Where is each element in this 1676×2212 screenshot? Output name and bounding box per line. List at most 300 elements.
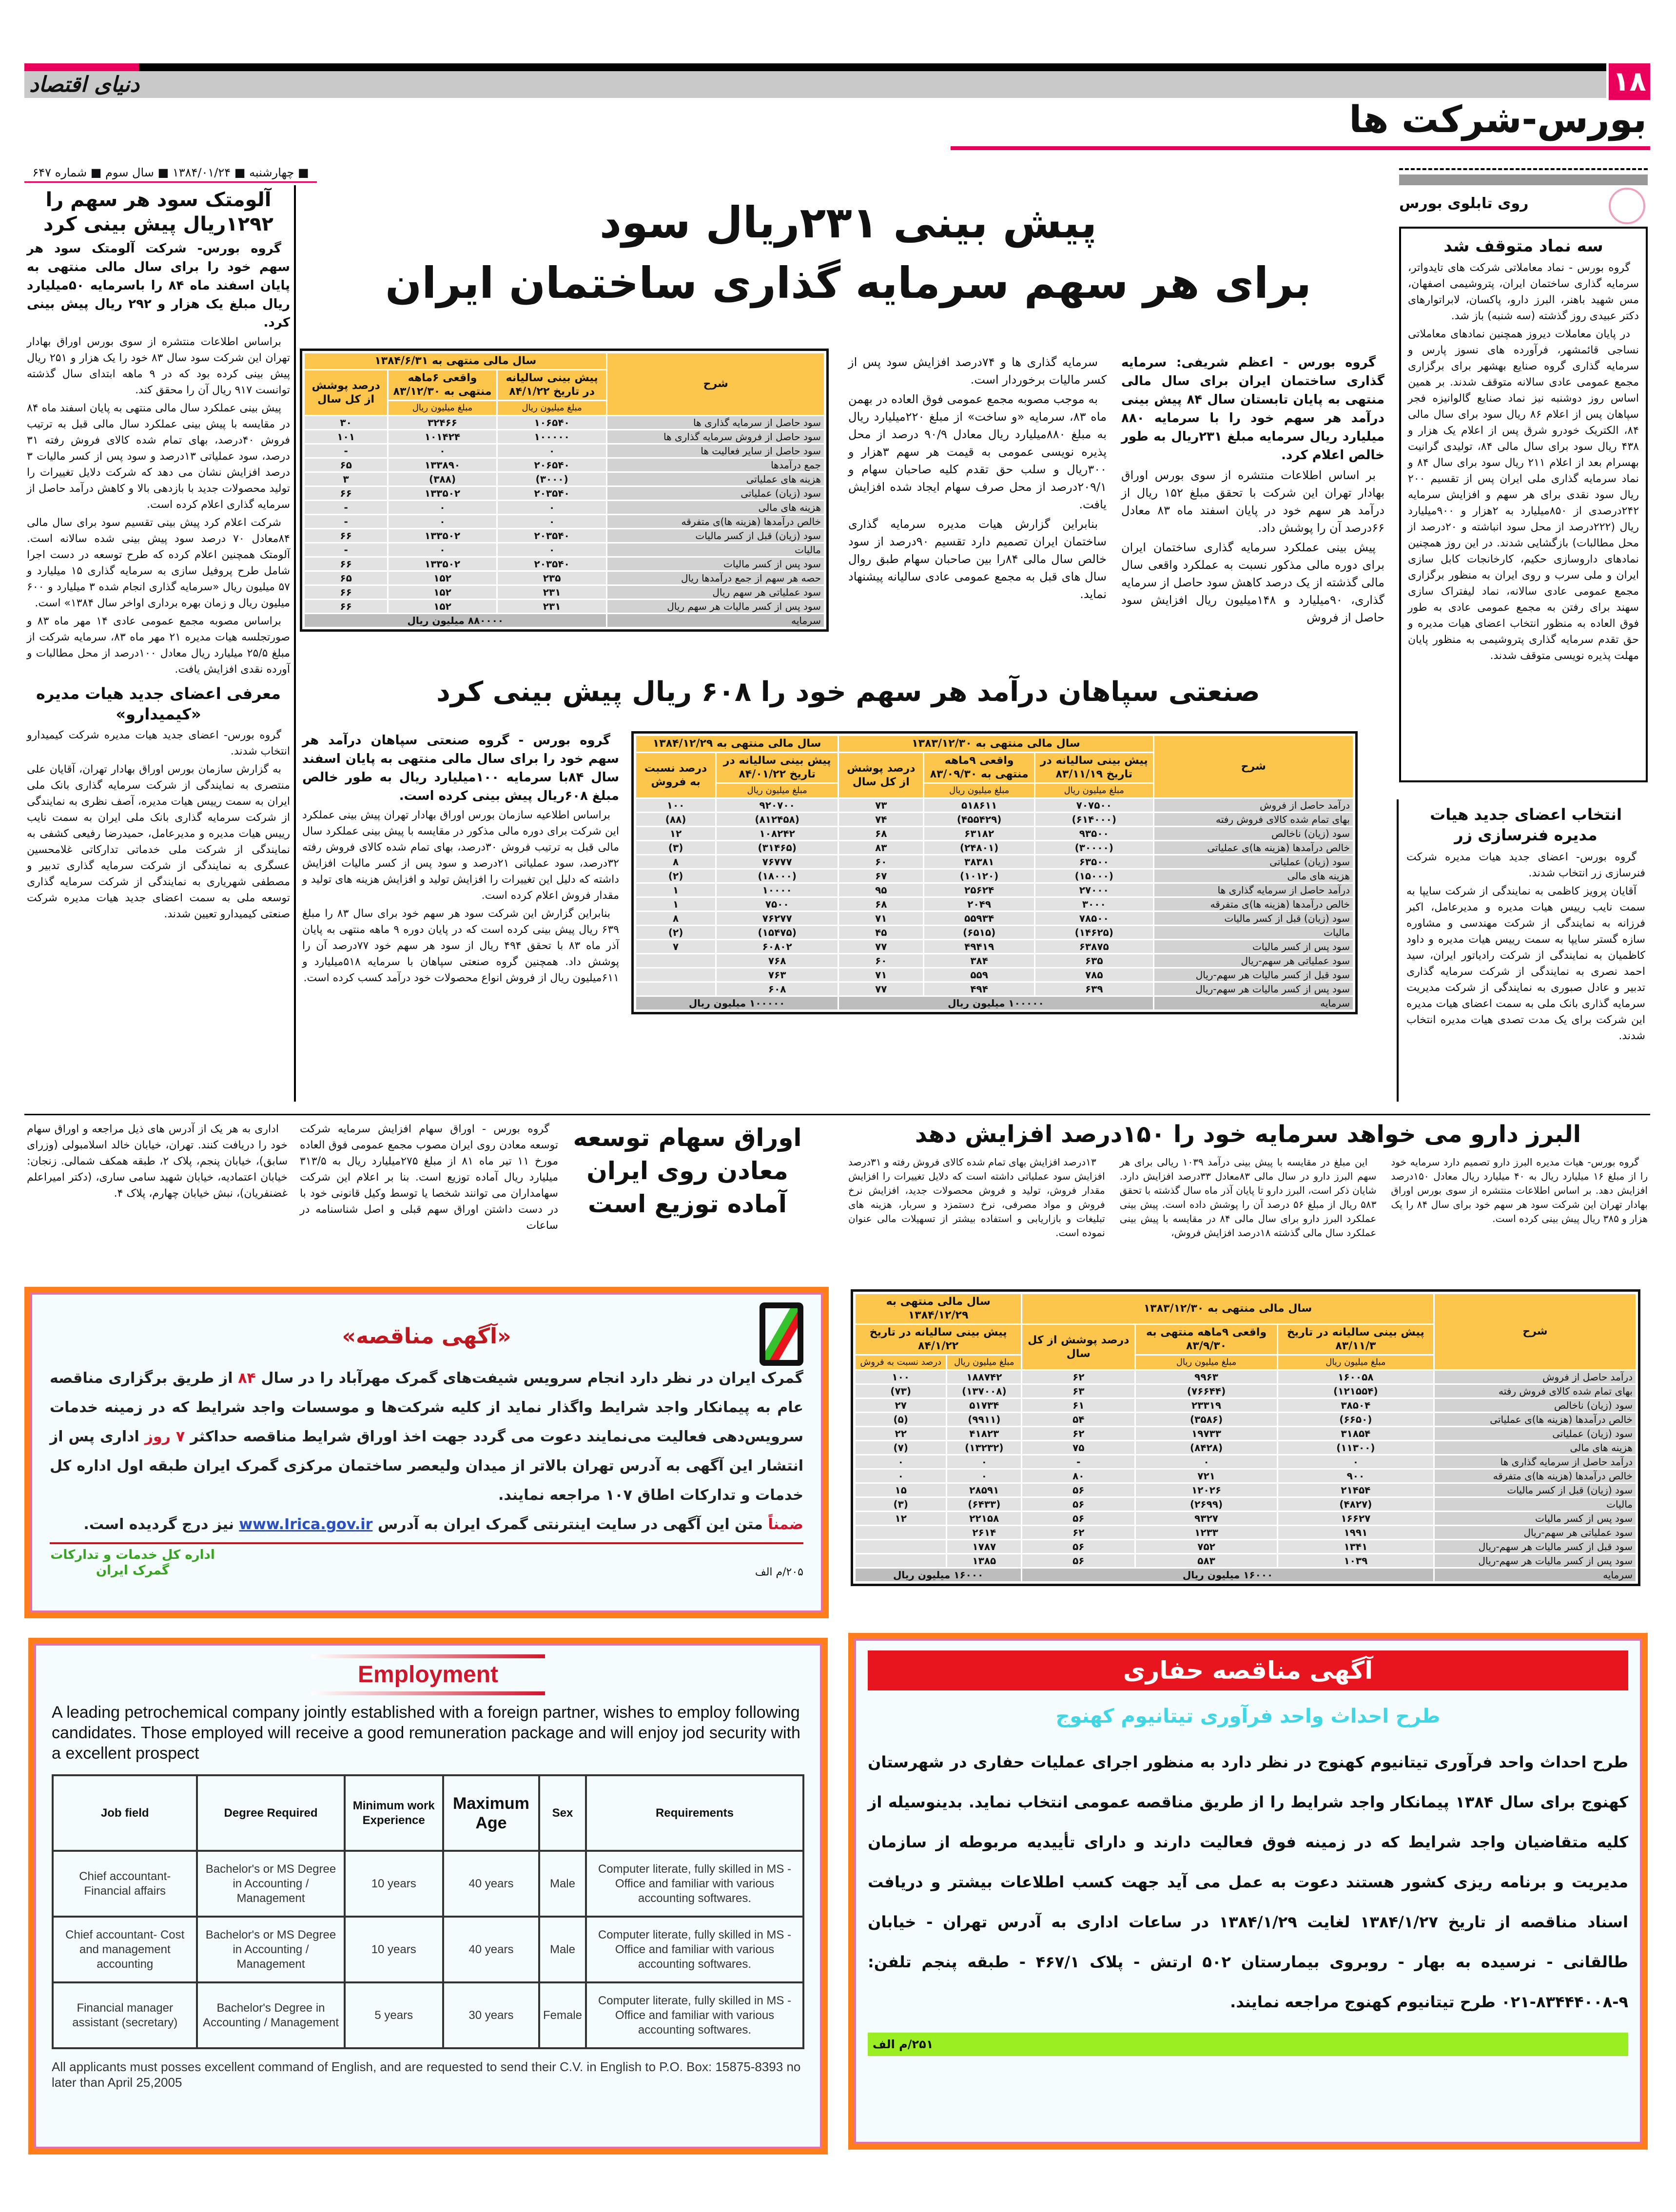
col-coverage: درصد پوشش از کل سال: [839, 753, 923, 797]
col-unit: مبلغ میلیون ریال: [947, 1356, 1021, 1369]
article-paragraph: پیش بینی عملکرد سرمایه گذاری ساختمان ایران برای دوره مالی مذکور نسبت به عملکرد واقعی سال مالی گذشته از یک درصد کاهش سود حاصل از سرمایه گذاری، ۹۰میلیارد و ۱۴۸میلیون ریال افزایش سود حاصل از فروش: [1121, 541, 1384, 624]
page-number: ۱۸: [1609, 63, 1650, 100]
cell-value: ۹۰۰: [1278, 1470, 1433, 1482]
table-row: [636, 926, 1353, 939]
cell-value: ۱۰۰: [636, 799, 715, 812]
kimidaru-headline: معرفی اعضای جدید هیات مدیره «کیمیدارو»: [36, 684, 281, 723]
cell-value: ۱۲: [856, 1512, 946, 1525]
row-label: Chief accountant- Financial affairs: [53, 1851, 197, 1917]
col-desc: شرح: [1435, 1294, 1636, 1369]
cell-value: ۵۴: [1022, 1413, 1134, 1426]
cell-value: ۲۰۴۹: [924, 898, 1033, 911]
cell-value: ۷۶۷۷۷: [717, 855, 838, 868]
cell-value: ۱۰۰۰۰: [717, 884, 838, 896]
cell-value: ۲۳۳۱۹: [1136, 1399, 1277, 1412]
col-pct-sales: درصد نسبت به فروش: [636, 753, 715, 797]
cell-value: ۱: [636, 898, 715, 911]
capital-label: سرمایه: [1435, 1569, 1636, 1581]
cell-value: (۲): [636, 870, 715, 882]
ad-days: ۷ روز: [144, 1428, 185, 1445]
cell-value: -: [305, 543, 387, 556]
header-band: [24, 71, 1606, 98]
article-paragraph: بنابراین گزارش هیات مدیره سرمایه گذاری ساختمان ایران تصمیم دارد تقسیم ۹۰درصد از سود خالص سال مالی ۸۴را بین صاحبان سهام طبق روال سال های قبل به مجمع عمومی عادی سالیانه پیشنهاد نماید.: [848, 517, 1107, 601]
row-label: هزینه های عملیاتی: [607, 473, 824, 485]
cell-value: (۱۲۱۵۵۴): [1278, 1385, 1433, 1397]
cell-value: ۰: [1278, 1455, 1433, 1468]
alumtech-paragraph: براساس مصوبه مجمع عمومی عادی ۱۴ مهر ماه ۸۳ و صورتجلسه هیات مدیره ۲۱ مهر ماه ۸۳، سرمایه شرکت از مبلغ ۲۵/۵ میلیارد ریال معادل ۱۰۰درصد از محل مطالبات و آورده نقدی افزایش یافت.: [27, 615, 290, 676]
row-label: خالص درآمدها (هزینه ها)ی عملیاتی: [1154, 841, 1353, 854]
cell-value: ۷۷: [839, 940, 923, 953]
cell-value: ۰: [389, 515, 496, 528]
table-row: [856, 1470, 1636, 1482]
cell-value: ۰: [389, 501, 496, 514]
cell-value: ۰: [947, 1470, 1021, 1482]
table-row: [856, 1554, 1636, 1567]
cell-value: ۶۰: [839, 855, 923, 868]
customs-logo: [760, 1302, 803, 1366]
col-unit: مبلغ میلیون ریال: [1278, 1356, 1433, 1369]
main-article-col2: [848, 353, 1107, 605]
cell-value: (۱۳۲۳۲): [947, 1441, 1021, 1454]
employment-ad: [28, 1638, 828, 2154]
col-unit: مبلغ میلیون ریال: [717, 784, 838, 797]
cell-value: ۷۸۵۰۰: [1035, 912, 1153, 925]
table-row: [856, 1441, 1636, 1454]
customs-tender-ad: [24, 1287, 829, 1618]
cell-value: ۲۳۵: [498, 572, 606, 584]
column-divider: [294, 185, 296, 1102]
cell-value: (۶۶۵۰): [1278, 1413, 1433, 1426]
cell-value: (۷): [856, 1441, 946, 1454]
row-label: سود عملیاتی هر سهم-ریال: [1435, 1526, 1636, 1539]
cell-value: ۷۶۸: [717, 954, 838, 967]
cell-value: ۱۰۰: [856, 1371, 946, 1383]
roi-paragraph: گروه بورس - اوراق سهام افزایش سرمایه شرکت توسعه معادن روی ایران مصوب مجمع عمومی فوق العاده مورخ ۱۱ تیر ماه ۸۱ از مبلغ ۲۷۵میلیارد ریال به ۳۱۳/۵ میلیارد ریال آماده توزیع است. بنا بر اعلام این شرکت سهامداران می توانند شخصا یا توسط وکیل قانونی خود با در دست داشتن اوراق سهم قبلی و اصل شناسنامه در ساعات: [300, 1123, 558, 1232]
cell-value: Computer literate, fully skilled in MS - Office and familiar with various accounting softwares.: [586, 1851, 803, 1917]
cell-value: ۱۳۳۵۰۲: [389, 558, 496, 570]
cell-value: ۵۶: [1022, 1484, 1134, 1496]
alborz-financial-table: [851, 1289, 1640, 1586]
table-row: [636, 954, 1353, 967]
cell-value: ۶۵: [305, 459, 387, 471]
section-underline: [951, 146, 1650, 150]
column-divider: [1397, 799, 1399, 1102]
col-desc: شرح: [607, 353, 824, 415]
table-row: [305, 501, 824, 514]
cell-value: ۵۵۹۳۴: [924, 912, 1033, 925]
capital-value: ۱۶۰۰۰ میلیون ریال: [856, 1569, 1021, 1581]
ad-note-label: ضمناً: [768, 1516, 803, 1533]
ad-body: [50, 1364, 803, 1510]
sakhteman-financial-table: [300, 349, 829, 632]
cell-value: ۳۰: [305, 416, 387, 429]
customs-website-link[interactable]: www.Irica.gov.ir: [239, 1516, 373, 1533]
cell-value: ۷۲۱: [1136, 1470, 1277, 1482]
cell-value: ۲۰۳۵۴۰: [498, 487, 606, 500]
cell-value: ۲۶۱۴: [947, 1526, 1021, 1539]
cell-value: ۰: [1136, 1455, 1277, 1468]
cell-value: ۶۲: [1022, 1427, 1134, 1440]
cell-value: (۱۰۱۲۰): [924, 870, 1033, 882]
row-label: سود قبل از کسر مالیات هر سهم-ریال: [1154, 969, 1353, 981]
ad-note: [50, 1510, 803, 1539]
row-label: خالص درآمدها (هزینه ها)ی متفرقه: [607, 515, 824, 528]
row-label: سود (زیان) ناخالص: [1435, 1399, 1636, 1412]
row-label: خالص درآمدها (هزینه ها)ی عملیاتی: [1435, 1413, 1636, 1426]
cell-value: ۱۹۷۳۳: [1136, 1427, 1277, 1440]
article-paragraph: بر اساس اطلاعات منتشره از سوی بورس اوراق بهادار تهران این شرکت با تحقق مبلغ ۱۵۲ ریال از درآمد هر سهم خود در پایان اسفند ماه ۸۳ معادل ۶۶درصد آن را پوشش داد.: [1121, 468, 1385, 535]
table-row: [305, 529, 824, 542]
cell-value: -: [1022, 1455, 1134, 1468]
cell-value: ۲۰۳۵۴۰: [498, 529, 606, 542]
table-row: [305, 445, 824, 457]
row-label: سود (زیان) قبل از کسر مالیات: [607, 529, 824, 542]
cell-value: (۱۵۰۰۰): [1035, 870, 1153, 882]
cell-value: ۲۵۶۲۴: [924, 884, 1033, 896]
title-bar: [311, 1654, 545, 1658]
kimidaru-paragraph: گروه بورس- اعضای جدید هیات مدیره شرکت کیمیدارو انتخاب شدند.: [27, 729, 290, 757]
cell-value: (۵): [856, 1413, 946, 1426]
cell-value: ۵۵۹: [924, 969, 1033, 981]
cell-value: ۱۶۰۰۵۸: [1278, 1371, 1433, 1383]
cell-value: ۷۶۲۷۷: [717, 912, 838, 925]
roi-paragraph: اداری به هر یک از آدرس های ذیل مراجعه و اوراق سهام خود را دریافت کنند. تهران، خیابان خالد اسلامبولی (وزرای سابق)، خیابان پنجم، پلاک ۲، طبقه همکف شمالی. زنجان: خیابان اعتمادیه، خیابان شهید سامی ساری، (دکتر امیراعلم غضنفریان)، نبش خیابان چهارم، پلاک ۴.: [27, 1123, 288, 1200]
cell-value: ۶۶: [305, 600, 387, 613]
table-row: [636, 983, 1353, 995]
cell-value: [856, 1540, 946, 1553]
cell-value: ۵۱۷۳۴: [947, 1399, 1021, 1412]
cell-value: ۲۰۳۵۴۰: [498, 558, 606, 570]
table-row: [856, 1413, 1636, 1426]
table-row: [53, 1982, 803, 2048]
row-label: مالیات: [607, 543, 824, 556]
alborz-paragraph: این مبلغ در مقایسه با پیش بینی درآمد ۱۰۳۹ ریالی برای هر سهم البرز دارو در سال مالی ۸۳معادل ۳۳درصد افزایش دارد. شایان ذکر است، البرز دارو تا پایان آذر ماه سال گذشته با تحقق ۵۸۳ ریال از مبلغ ۵۶ درصد آن را پوشش داده است. پیش بینی عملکرد البرز دارو برای سال مالی ۸۴ در مقایسه با پیش بینی عملکرد سال مالی گذشته ۱۸درصد افزایش فروش،: [1119, 1156, 1377, 1239]
cell-value: ۱۸۸۷۴۲: [947, 1371, 1021, 1383]
table-row: [636, 870, 1353, 882]
row-label: درآمد حاصل از سرمایه گذاری ها: [1154, 884, 1353, 896]
cell-value: ۶۳۵: [1035, 954, 1153, 967]
cell-value: ۱۲۳۳: [1136, 1526, 1277, 1539]
table-row: [856, 1498, 1636, 1511]
row-label: هزینه های مالی: [1435, 1441, 1636, 1454]
cell-value: ۰: [389, 445, 496, 457]
row-label: سود پس از کسر مالیات هر سهم-ریال: [1435, 1554, 1636, 1567]
row-label: سود پس از کسر مالیات: [1435, 1512, 1636, 1525]
cell-value: ۱۳۳۵۰۲: [389, 529, 496, 542]
cell-value: ۱۳۳۵۰۲: [389, 487, 496, 500]
capital-label: سرمایه: [1154, 997, 1353, 1009]
cell-value: 10 years: [345, 1851, 443, 1917]
cell-value: ۶۳۸۷۵: [1035, 940, 1153, 953]
ad-code: ۲۰۵/م الف: [755, 1566, 803, 1578]
sepahan-financial-table: [631, 731, 1358, 1014]
row-label: درآمد حاصل از سرمایه گذاری ها: [1435, 1455, 1636, 1468]
cell-value: ۴۹۴: [924, 983, 1033, 995]
col-forecast: پیش بینی سالیانه در تاریخ ۸۳/۱۱/۱۹: [1035, 753, 1153, 782]
cell-value: (۸۱۲۴۵۸): [717, 813, 838, 826]
cell-value: (۶۵۱۵): [924, 926, 1033, 939]
cell-value: ۷۷: [839, 983, 923, 995]
col-forecast: پیش بینی سالیانه در تاریخ ۸۳/۱۱/۳: [1278, 1325, 1433, 1354]
table-row: [636, 898, 1353, 911]
box-headline: سه نماد متوقف شد: [1443, 236, 1603, 256]
cell-value: (۳۵۸۶): [1136, 1413, 1277, 1426]
ad-text: گمرک ایران در نظر دارد انجام سرویس شیفت‌های گمرک مهرآباد را در سال: [255, 1370, 803, 1387]
col-period2: سال مالی منتهی به ۱۳۸۴/۱۲/۲۹: [636, 736, 838, 752]
table-row: [53, 1851, 803, 1917]
row-label: خالص درآمدها (هزینه ها)ی متفرقه: [1154, 898, 1353, 911]
row-label: سود حاصل از سایر فعالیت ها: [607, 445, 824, 457]
cell-value: ۵۶: [1022, 1512, 1134, 1525]
sepahan-article: [302, 731, 619, 988]
cell-value: ۱۰۳۹: [1278, 1554, 1433, 1567]
main-article-lead: گروه بورس - اعظم شریفی: سرمایه گذاری ساختمان ایران برای سال مالی منتهی به پایان تابستان سال ۸۴ پیش بینی درآمد هر سهم خود را با سرمایه ۸۸۰ میلیارد ریال سرمایه مبلغ ۲۳۱ریال به طور خالص اعلام کرد.: [1121, 355, 1384, 463]
alumtech-lead: گروه بورس- شرکت آلومتک سود هر سهم خود را برای سال مالی منتهی به پایان اسفند ماه ۸۴ را باسرمایه ۵۰میلیارد ریال مبلغ یک هزار و ۲۹۲ ریال پیش بینی کرد.: [27, 241, 290, 330]
col-period: سال مالی منتهی به ۱۳۸۴/۶/۳۱: [305, 353, 606, 369]
job-table: [52, 1774, 804, 2049]
cell-value: ۱۰۶۵۴۰: [498, 416, 606, 429]
capital-value: ۸۸۰۰۰۰ میلیون ریال: [305, 614, 606, 627]
col-unit: مبلغ میلیون ریال: [1035, 784, 1153, 797]
cell-value: ۸۰: [1022, 1470, 1134, 1482]
article-paragraph: سرمایه گذاری ها و ۷۴درصد افزایش سود پس از کسر مالیات برخوردار است.: [848, 355, 1107, 387]
cell-value: (۲): [636, 926, 715, 939]
table-row: [636, 827, 1353, 840]
cell-value: ۳۸۳۸۱: [924, 855, 1033, 868]
ad-signature: اداره کل خدمات و تدارکات گمرک ایران: [50, 1548, 215, 1578]
cell-value: Computer literate, fully skilled in MS - Office and familiar with various accounting softwares.: [586, 1982, 803, 2048]
cell-value: ۲۳۱: [498, 586, 606, 599]
table-row: [856, 1427, 1636, 1440]
cell-value: ۲۳۱: [498, 600, 606, 613]
table-row: [305, 430, 824, 443]
cell-value: ۱۰۰۰۰۰: [498, 430, 606, 443]
cell-value: (۱۳۷۰۰۸): [947, 1385, 1021, 1397]
table-row: [636, 799, 1353, 812]
cell-value: ۶۱: [1022, 1399, 1134, 1412]
row-label: سود (زیان) عملیاتی: [1435, 1427, 1636, 1440]
cell-value: ۱۲: [636, 827, 715, 840]
table-row: [856, 1455, 1636, 1468]
cell-value: 40 years: [443, 1851, 539, 1917]
cell-value: (۷۳): [856, 1385, 946, 1397]
cell-value: (۱۵۴۷۵): [717, 926, 838, 939]
cell-value: [636, 954, 715, 967]
cell-value: (۱۴۶۲۵): [1035, 926, 1153, 939]
cell-value: ۷۴: [839, 813, 923, 826]
cell-value: ۶۰: [839, 954, 923, 967]
cell-value: ۱۵: [856, 1484, 946, 1496]
cell-value: ۱۵۲: [389, 600, 496, 613]
main-headline-line: پیش بینی ۲۳۱ریال سود: [599, 197, 1097, 248]
table-row: [305, 487, 824, 500]
drilling-tender-ad: [848, 1633, 1648, 2150]
roi-article: [300, 1121, 558, 1236]
header-bar: [24, 63, 1606, 71]
row-label: سود پس از کسر مالیات هر سهم ریال: [607, 600, 824, 613]
cell-value: (۸۴۲۸): [1136, 1441, 1277, 1454]
col-unit: مبلغ میلیون ریال: [498, 401, 606, 415]
cell-value: ۵۶: [1022, 1540, 1134, 1553]
drilling-body: طرح احداث واحد فرآوری تیتانیوم کهنوج در نظر دارد به منظور اجرای عملیات حفاری در شهرستان کهنوج برای سال ۱۳۸۴ پیمانکار واجد شرایط را از طریق مناقصه عمومی انتخاب نماید. بدینوسیله از کلیه متقاضیان واجد شرایط که در زمینه فوق فعالیت دارند و دارای تأییدیه مربوطه از سازمان مدیریت و برنامه ریزی کشور هستند دعوت به عمل می آید جهت کسب اطلاعات بیشتر و دریافت اسناد مناقصه از تاریخ ۱۳۸۴/۱/۲۷ لغایت ۱۳۸۴/۱/۲۹ در ساعات اداری به آدرس تهران - خیابان طالقانی - نرسیده به بهار - روبروی بیمارستان ۵۰۲ ارتش - پلاک ۴۶۷/۱ - طبقه پنجم تلفن: ۹-۸۳۴۴۴۰۰۸-۰۲۱ طرح تیتانیوم کهنوج مراجعه نمایند.: [868, 1753, 1629, 2011]
cell-value: (۸۸): [636, 813, 715, 826]
cell-value: Female: [539, 1982, 586, 2048]
col-period1: سال مالی منتهی به ۱۳۸۳/۱۲/۳۰: [839, 736, 1152, 752]
table-row: [636, 969, 1353, 981]
cell-value: ۶۰۸۰۲: [717, 940, 838, 953]
cell-value: ۶۳۱۸۲: [924, 827, 1033, 840]
cell-value: ۳۲۴۶۶: [389, 416, 496, 429]
cell-value: ۸۳: [839, 841, 923, 854]
zar-headline: انتخاب اعضای جدید هیات مدیره فنرسازی زر: [1430, 805, 1622, 844]
alborz-article: [848, 1155, 1648, 1240]
employment-footer: All applicants must posses excellent command of English, and are requested to send their C.V. in English to P.O. Box: 15875-8393 no later than April 25,2005: [52, 2059, 801, 2090]
col-forecast: پیش بینی سالیانه در تاریخ ۸۴/۱/۲۲: [498, 370, 606, 400]
cell-value: (۷۶۶۴۴): [1136, 1385, 1277, 1397]
cell-value: 40 years: [443, 1917, 539, 1982]
sepahan-paragraph: بنابراین گزارش این شرکت سود هر سهم خود برای سال ۸۳ را مبلغ ۶۳۹ ریال پیش بینی کرده است که در پایان دوره ۹ ماهه منتهی به پایان آذر ماه ۸۳ با تحقق ۴۹۴ ریال از سود هر سهم خود ۷۷درصد آن را پوشش داد. همچنین گروه صنعتی سپاهان با سرمایه ۵۱۸میلیارد و ۶۱۱میلیون ریال از فروش انواع محصولات خود درآمد کسب کرده است.: [302, 908, 620, 984]
cell-value: ۳۰۰۰: [1035, 898, 1153, 911]
col-coverage: درصد پوشش از کل سال: [305, 370, 387, 415]
main-headline: [312, 193, 1384, 313]
header-accent: [24, 63, 139, 71]
alumtech-paragraph: شرکت اعلام کرد پیش بینی تقسیم سود برای سال مالی ۸۴معادل ۷۰ درصد سود پیش بینی شده سالانه است. آلومتک همچنین اعلام کرده که طرح توسعه در دست اجرا شامل طرح پروفیل سازی به سرمایه گذاری ۱۵ میلیارد و ۵۷ میلیون ریال «سرمایه گذاری انجام شده ۳ میلیارد و ۶۰۰ میلیون ریال و زمان بهره برداری اواخر سال ۱۳۸۴» است.: [27, 517, 290, 609]
row-label: درآمد حاصل از فروش: [1154, 799, 1353, 812]
table-row: [305, 572, 824, 584]
title-bar: [311, 1691, 545, 1695]
table-row: [856, 1526, 1636, 1539]
col-job-field: Job field: [53, 1775, 197, 1851]
cell-value: ۶۶: [305, 558, 387, 570]
table-row: [856, 1512, 1636, 1525]
cell-value: Bachelor's Degree in Accounting / Management: [197, 1982, 344, 2048]
cell-value: ۳۱۸۵۴: [1278, 1427, 1433, 1440]
row-label: سود پس از کسر مالیات: [607, 558, 824, 570]
sepahan-headline: صنعتی سپاهان درآمد هر سهم خود را ۶۰۸ ریال پیش بینی کرد: [436, 676, 1260, 708]
cell-value: ۷: [636, 940, 715, 953]
capital-value: ۱۶۰۰۰ میلیون ریال: [1022, 1569, 1433, 1581]
table-row: [305, 473, 824, 485]
cell-value: ۷۳: [839, 799, 923, 812]
table-row: [856, 1385, 1636, 1397]
row-label: درآمد حاصل از فروش: [1435, 1371, 1636, 1383]
cell-value: 10 years: [345, 1917, 443, 1982]
cell-value: ۰: [389, 543, 496, 556]
cell-value: ۲۱۴۵۴: [1278, 1484, 1433, 1496]
cell-value: (۴۵۵۴۲۹): [924, 813, 1033, 826]
row-label: بهای تمام شده کالای فروش رفته: [1154, 813, 1353, 826]
cell-value: ۳۸۵۰۴: [1278, 1399, 1433, 1412]
cell-value: ۶۰۸: [717, 983, 838, 995]
cell-value: ۱۰۱: [305, 430, 387, 443]
cell-value: (۲۴۸۰۱): [924, 841, 1033, 854]
row-label: سود حاصل از سرمایه گذاری ها: [607, 416, 824, 429]
col-sex: Sex: [539, 1775, 586, 1851]
cell-value: ۴۱۸۲۳: [947, 1427, 1021, 1440]
cell-value: ۰: [856, 1455, 946, 1468]
alborz-paragraph: ۱۳درصد افزایش بهای تمام شده کالای فروش رفته و ۳۱درصد افزایش سود عملیاتی داشته است که دلایل تغییرات را افزایش مقدار فروش، تولید و فروش محصولات جدید، افزایش نرخ فروش و مواد مصرفی، نرخ دستمزد و سربار، هزینه های تبلیغات و بازاریابی و استفاده بیشتر از تسهیلات مالی عنوان نموده است.: [848, 1156, 1105, 1239]
cell-value: -: [305, 501, 387, 514]
cell-value: (۳۸۸): [389, 473, 496, 485]
col-forecast2: پیش بینی سالیانه در تاریخ ۸۴/۰۱/۲۲: [717, 753, 838, 782]
capital-label: سرمایه: [607, 614, 824, 627]
cell-value: ۶۳۵۰۰: [1035, 855, 1153, 868]
capital-value: ۱۰۰۰۰۰ میلیون ریال: [636, 997, 838, 1009]
row-label: سود عملیاتی هر سهم ریال: [607, 586, 824, 599]
kimidaru-paragraph: به گزارش سازمان بورس اوراق بهادار تهران، آقایان علی منتصری به نمایندگی از شرکت سرمایه گذاری بانک ملی ایران به سمت رییس هیات مدیره، آصف نظری به نمایندگی از شرکت سرمایه گذاری بانک ملی ایران به سمت نایب رییس هیات مدیره و مدیرعامل، حمیدرضا رفیعی کشفی به نمایندگی از شرکت ملی خدماتی تدارکاتی غلامحسین عسگری به نمایندگی از شرکت سرمایه گذاری تدبیر و مصطفی شهریاری به نمایندگی از شرکت سرمایه گذاری توسعه ملی به سمت اعضای جدید هیات مدیره شرکت صنعتی کیمیدارو تعیین شدند.: [27, 763, 290, 920]
suspended-symbols-box: [1399, 227, 1648, 782]
zar-paragraph: آقایان پرویز کاظمی به نمایندگی از شرکت سایپا به سمت نایب رییس هیات مدیره و مدیرعامل، اکبر فرزانه به نمایندگی از شرکت مهندسی و مشاوره سازه گستر سایپا به سمت رییس هیات مدیره و داود کاظمیان به نمایندگی از شرکت رادیاتور ایران، سید احمد نصری به نمایندگی از شرکت سرمایه گذاری تدبیر و عادل صبوری به نمایندگی از شرکت مدیریت سرمایه گذاری بانک ملی به سمت اعضای هیات مدیره این شرکت برای یک مدت تصدی هیات مدیره انتخاب شدند.: [1406, 885, 1645, 1042]
cell-value: ۷۰۷۵۰۰: [1035, 799, 1153, 812]
cell-value: (۳): [856, 1498, 946, 1511]
row-label: حصه هر سهم از جمع درآمدها ریال: [607, 572, 824, 584]
cell-value: ۱۳۸۵: [947, 1554, 1021, 1567]
cell-value: ۸: [636, 912, 715, 925]
ad-text: نیز درج گردیده است.: [83, 1516, 239, 1533]
sepahan-paragraph: براساس اطلاعیه سازمان بورس اوراق بهادار تهران پیش بینی عملکرد این شرکت برای دوره مالی مذکور در مقایسه با پیش بینی عملکرد سال مالی قبل به ترتیب فروش ۳۰درصد، بهای تمام شده کالای فروش رفته ۳۲درصد، سود عملیاتی ۲۱درصد و سود پس از کسر مالیات افزایش داشته که دلیل این تغییرات را افزایش تولید و افزایش هزینه های تولید و مقدار فروش اعلام کرده است.: [302, 809, 619, 902]
cell-value: (۳): [636, 841, 715, 854]
drilling-subtitle: طرح احداث واحد فرآوری تیتانیوم کهنوج: [1055, 1705, 1441, 1727]
cell-value: ۵۸۳: [1136, 1554, 1277, 1567]
col-experience: Minimum work Experience: [345, 1775, 443, 1851]
row-label: خالص درآمدها (هزینه ها)ی متفرقه: [1435, 1470, 1636, 1482]
col-forecast2: پیش بینی سالیانه در تاریخ ۸۴/۱/۲۲: [856, 1325, 1021, 1354]
col-unit: مبلغ میلیون ریال: [389, 401, 496, 415]
cell-value: Male: [539, 1851, 586, 1917]
cell-value: ۶۲: [1022, 1526, 1134, 1539]
board-label: روی تابلوی بورس: [1399, 195, 1529, 212]
article-paragraph: به موجب مصوبه مجمع عمومی فوق العاده در بهمن ماه ۸۳، سرمایه «و ساخت» از مبلغ ۲۲۰میلیارد ریال به مبلغ ۸۸۰میلیارد ریال معادل ۹۰/۹ درصد از محل پذیره نویسی عمومی به قیمت هر سهم ۳هزار و ۳۰۰ریال و سلب حق تقدم کلیه صاحبان سهام و ۲۰۹/۱درصد از محل صرف سهام ایجاد شده افزایش یافت.: [848, 392, 1107, 511]
ad-title: «آگهی مناقصه»: [342, 1324, 511, 1349]
cell-value: ۷۸۵: [1035, 969, 1153, 981]
sepahan-lead: گروه بورس - گروه صنعتی سپاهان درآمد هر سهم خود را برای سال مالی منتهی به پایان اسفند سال ۸۴با سرمایه ۱۰۰میلیارد ریال به طور خالص مبلغ ۶۰۸ریال پیش بینی کرده است.: [302, 733, 620, 803]
row-label: مالیات: [1435, 1498, 1636, 1511]
employment-intro: A leading petrochemical company jointly established with a foreign partner, wishes to employ following candidates. Those employed will receive a good remuneration package and will enjoy jod security with a excellent prospect: [52, 1703, 800, 1763]
alumtech-paragraph: براساس اطلاعات منتشره از سوی بورس اوراق بهادار تهران این شرکت سود سال ۸۳ خود را یک هزار و ۲۵۱ ریال پیش بینی کرده بود که در ۹ ماهه ابتدای سال گذشته توانست ۹۱۷ ریال آن را محقق کند.: [27, 336, 290, 396]
col-requirements: Requirements: [586, 1775, 803, 1851]
row-label: سود قبل از کسر مالیات هر سهم-ریال: [1435, 1540, 1636, 1553]
cell-value: (۶۴۳۳): [947, 1498, 1021, 1511]
cell-value: ۶۲: [1022, 1371, 1134, 1383]
row-label: سود (زیان) ناخالص: [1154, 827, 1353, 840]
cell-value: [636, 969, 715, 981]
cell-value: ۴۹۴۱۹: [924, 940, 1033, 953]
row-label: Financial manager assistant (secretary): [53, 1982, 197, 2048]
col-period1: سال مالی منتهی به ۱۳۸۳/۱۲/۳۰: [1022, 1294, 1433, 1323]
col-max-age: Maximum Age: [443, 1775, 539, 1851]
roi-headline: اوراق سهام توسعه معادن روی ایران آماده توزیع است: [573, 1124, 802, 1218]
table-row: [636, 940, 1353, 953]
globe-icon: [1609, 188, 1645, 224]
cell-value: ۲۰۶۵۴۰: [498, 459, 606, 471]
table-row: [636, 912, 1353, 925]
cell-value: (۹۹۱۱): [947, 1413, 1021, 1426]
alumtech-headline: آلومتک سود هر سهم را ۱۲۹۲ریال پیش بینی کرد: [43, 189, 273, 235]
cell-value: ۶۳۹: [1035, 983, 1153, 995]
cell-value: ۵۶: [1022, 1498, 1134, 1511]
row-label: هزینه های مالی: [607, 501, 824, 514]
row-label: سود حاصل از فروش سرمایه گذاری ها: [607, 430, 824, 443]
cell-value: ۷۱: [839, 969, 923, 981]
row-label: هزینه های مالی: [1154, 870, 1353, 882]
row-label: سود (زیان) قبل از کسر مالیات: [1435, 1484, 1636, 1496]
col-degree: Degree Required: [197, 1775, 344, 1851]
capital-value: ۱۰۰۰۰۰ میلیون ریال: [839, 997, 1152, 1009]
cell-value: ۶۷: [839, 870, 923, 882]
cell-value: ۳: [305, 473, 387, 485]
table-row: [856, 1540, 1636, 1553]
cell-value: Male: [539, 1917, 586, 1982]
